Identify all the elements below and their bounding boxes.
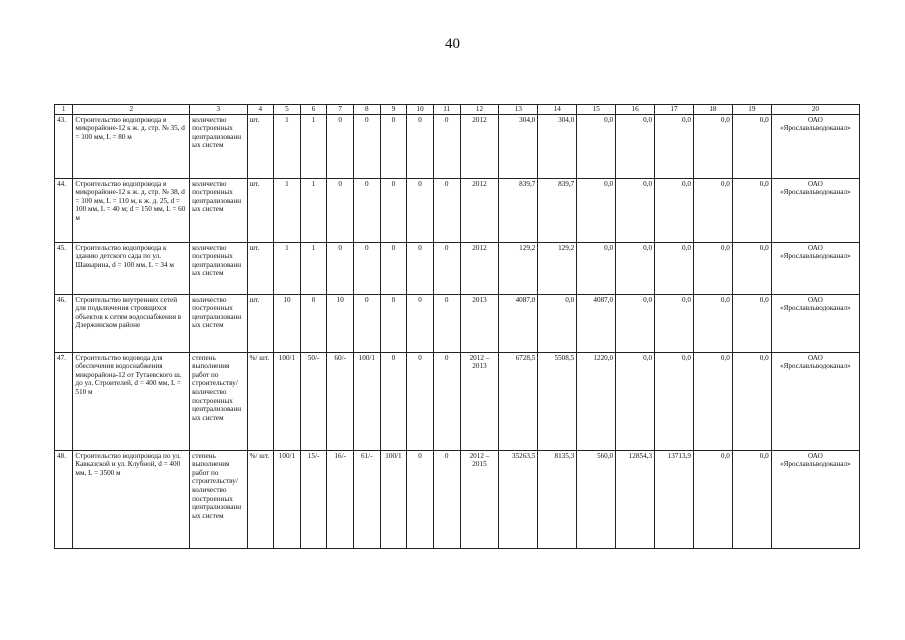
amount-cell: 304,0 [499,114,538,178]
organization: ОАО «Ярославльводоканал» [771,294,859,352]
amount-cell: 0,0 [693,242,732,294]
indicator: количество построенных централизованных систем [190,242,247,294]
value-cell: 0 [433,114,460,178]
value-cell: 0 [380,178,407,242]
value-cell: 10 [327,294,354,352]
unit: шт. [247,242,274,294]
value-cell: 0 [300,294,327,352]
amount-cell: 0,0 [732,294,771,352]
value-cell: 0 [433,178,460,242]
amount-cell: 0,0 [577,178,616,242]
column-number: 20 [771,105,859,115]
column-number: 6 [300,105,327,115]
column-number: 1 [55,105,73,115]
program-table [54,104,860,549]
amount-cell: 6728,5 [499,352,538,450]
amount-cell: 0,0 [693,352,732,450]
amount-cell: 0,0 [655,178,694,242]
value-cell: 0 [407,294,434,352]
value-cell: 0 [380,114,407,178]
column-number: 9 [380,105,407,115]
column-number: 17 [655,105,694,115]
value-cell: 0 [380,352,407,450]
value-cell: 0 [354,114,381,178]
value-cell: 100/1 [380,450,407,548]
amount-cell: 4087,0 [499,294,538,352]
project-name: Строительство водовода для обеспечения водоснабжения микрорайона-12 от Тутаевского ш. до ул. Строителей, d = 400 мм, L = 510 м [73,352,190,450]
value-cell: 1 [274,242,301,294]
value-cell: 0 [354,178,381,242]
value-cell: 61/- [354,450,381,548]
project-name: Строительство водопровода в микрорайоне-12 к ж. д. стр. № 38, d = 100 мм, L = 110 м, к ж. д. 25, d = 100 мм, L = 40 м; d = 150 мм, L = 60 м [73,178,190,242]
value-cell: 0 [407,114,434,178]
value-cell: 0 [327,114,354,178]
unit: шт. [247,294,274,352]
value-cell: 0 [433,242,460,294]
value-cell: 1 [300,178,327,242]
unit: шт. [247,178,274,242]
year-cell: 2012 [460,178,499,242]
project-name: Строительство внутренних сетей для подключения строящихся объектов к сетям водоснабжения в Дзержинском районе [73,294,190,352]
amount-cell: 129,2 [538,242,577,294]
value-cell: 0 [407,242,434,294]
page-number: 40 [445,36,460,52]
column-number: 18 [693,105,732,115]
amount-cell: 0,0 [616,114,655,178]
value-cell: 1 [300,114,327,178]
value-cell: 10 [274,294,301,352]
value-cell: 0 [407,352,434,450]
value-cell: 100/1 [354,352,381,450]
amount-cell: 0,0 [732,114,771,178]
amount-cell: 0,0 [655,114,694,178]
year-cell: 2012 [460,242,499,294]
column-number: 19 [732,105,771,115]
row-number: 47. [55,352,73,450]
column-number: 8 [354,105,381,115]
amount-cell: 839,7 [499,178,538,242]
indicator: количество построенных централизованных систем [190,114,247,178]
organization: ОАО «Ярославльводоканал» [771,450,859,548]
value-cell: 0 [407,178,434,242]
value-cell: 0 [354,242,381,294]
table-row [55,352,860,450]
year-cell: 2012 [460,114,499,178]
amount-cell: 560,0 [577,450,616,548]
amount-cell: 0,0 [655,242,694,294]
row-number: 48. [55,450,73,548]
table-row [55,242,860,294]
value-cell: 1 [274,114,301,178]
value-cell: 100/1 [274,352,301,450]
amount-cell: 0,0 [693,114,732,178]
value-cell: 1 [300,242,327,294]
amount-cell: 12854,3 [616,450,655,548]
amount-cell: 0,0 [732,352,771,450]
column-number: 14 [538,105,577,115]
amount-cell: 304,0 [538,114,577,178]
amount-cell: 0,0 [693,450,732,548]
project-name: Строительство водопровода по ул. Кавказской и ул. Клубной, d = 400 мм, L = 3500 м [73,450,190,548]
table-row [55,178,860,242]
value-cell: 60/- [327,352,354,450]
unit: %/ шт. [247,450,274,548]
value-cell: 0 [327,242,354,294]
unit: шт. [247,114,274,178]
year-cell: 2012 – 2013 [460,352,499,450]
project-name: Строительство водопровода в микрорайоне-12 к ж. д. стр. № 35, d = 100 мм, L = 80 м [73,114,190,178]
amount-cell: 0,0 [732,242,771,294]
value-cell: 1 [274,178,301,242]
indicator: количество построенных централизованных систем [190,294,247,352]
column-number: 4 [247,105,274,115]
amount-cell: 1220,0 [577,352,616,450]
year-cell: 2012 – 2015 [460,450,499,548]
amount-cell: 0,0 [616,294,655,352]
column-number: 13 [499,105,538,115]
row-number: 43. [55,114,73,178]
value-cell: 0 [433,352,460,450]
amount-cell: 0,0 [616,242,655,294]
indicator: степень выполнения работ по строительству/ количество построенных централизованных систем [190,450,247,548]
organization: ОАО «Ярославльводоканал» [771,242,859,294]
value-cell: 50/- [300,352,327,450]
value-cell: 16/- [327,450,354,548]
column-number: 10 [407,105,434,115]
amount-cell: 0,0 [655,294,694,352]
amount-cell: 129,2 [499,242,538,294]
row-number: 44. [55,178,73,242]
amount-cell: 8135,3 [538,450,577,548]
amount-cell: 0,0 [655,352,694,450]
column-number: 16 [616,105,655,115]
table-row [55,114,860,178]
amount-cell: 0,0 [577,114,616,178]
table-row [55,450,860,548]
value-cell: 15/- [300,450,327,548]
value-cell: 0 [380,242,407,294]
column-number: 5 [274,105,301,115]
value-cell: 100/1 [274,450,301,548]
amount-cell: 13713,9 [655,450,694,548]
amount-cell: 0,0 [616,352,655,450]
table-row [55,294,860,352]
amount-cell: 0,0 [616,178,655,242]
indicator: количество построенных централизованных систем [190,178,247,242]
amount-cell: 0,0 [577,242,616,294]
amount-cell: 0,0 [732,178,771,242]
amount-cell: 0,0 [693,294,732,352]
column-number: 2 [73,105,190,115]
organization: ОАО «Ярославльводоканал» [771,178,859,242]
amount-cell: 839,7 [538,178,577,242]
value-cell: 0 [380,294,407,352]
value-cell: 0 [433,294,460,352]
amount-cell: 5508,5 [538,352,577,450]
amount-cell: 0,0 [538,294,577,352]
amount-cell: 0,0 [693,178,732,242]
indicator: степень выполнения работ по строительству/ количество построенных централизованных систем [190,352,247,450]
column-number: 12 [460,105,499,115]
column-number: 7 [327,105,354,115]
amount-cell: 0,0 [732,450,771,548]
value-cell: 0 [354,294,381,352]
year-cell: 2013 [460,294,499,352]
unit: %/ шт. [247,352,274,450]
value-cell: 0 [327,178,354,242]
amount-cell: 35263,5 [499,450,538,548]
value-cell: 0 [433,450,460,548]
column-number: 15 [577,105,616,115]
organization: ОАО «Ярославльводоканал» [771,114,859,178]
column-number: 3 [190,105,247,115]
value-cell: 0 [407,450,434,548]
organization: ОАО «Ярославльводоканал» [771,352,859,450]
column-number: 11 [433,105,460,115]
row-number: 46. [55,294,73,352]
amount-cell: 4087,0 [577,294,616,352]
project-name: Строительство водопровода к зданию детского сада по ул. Шавырина, d = 100 мм, L = 34 м [73,242,190,294]
column-number-row [55,105,860,115]
row-number: 45. [55,242,73,294]
